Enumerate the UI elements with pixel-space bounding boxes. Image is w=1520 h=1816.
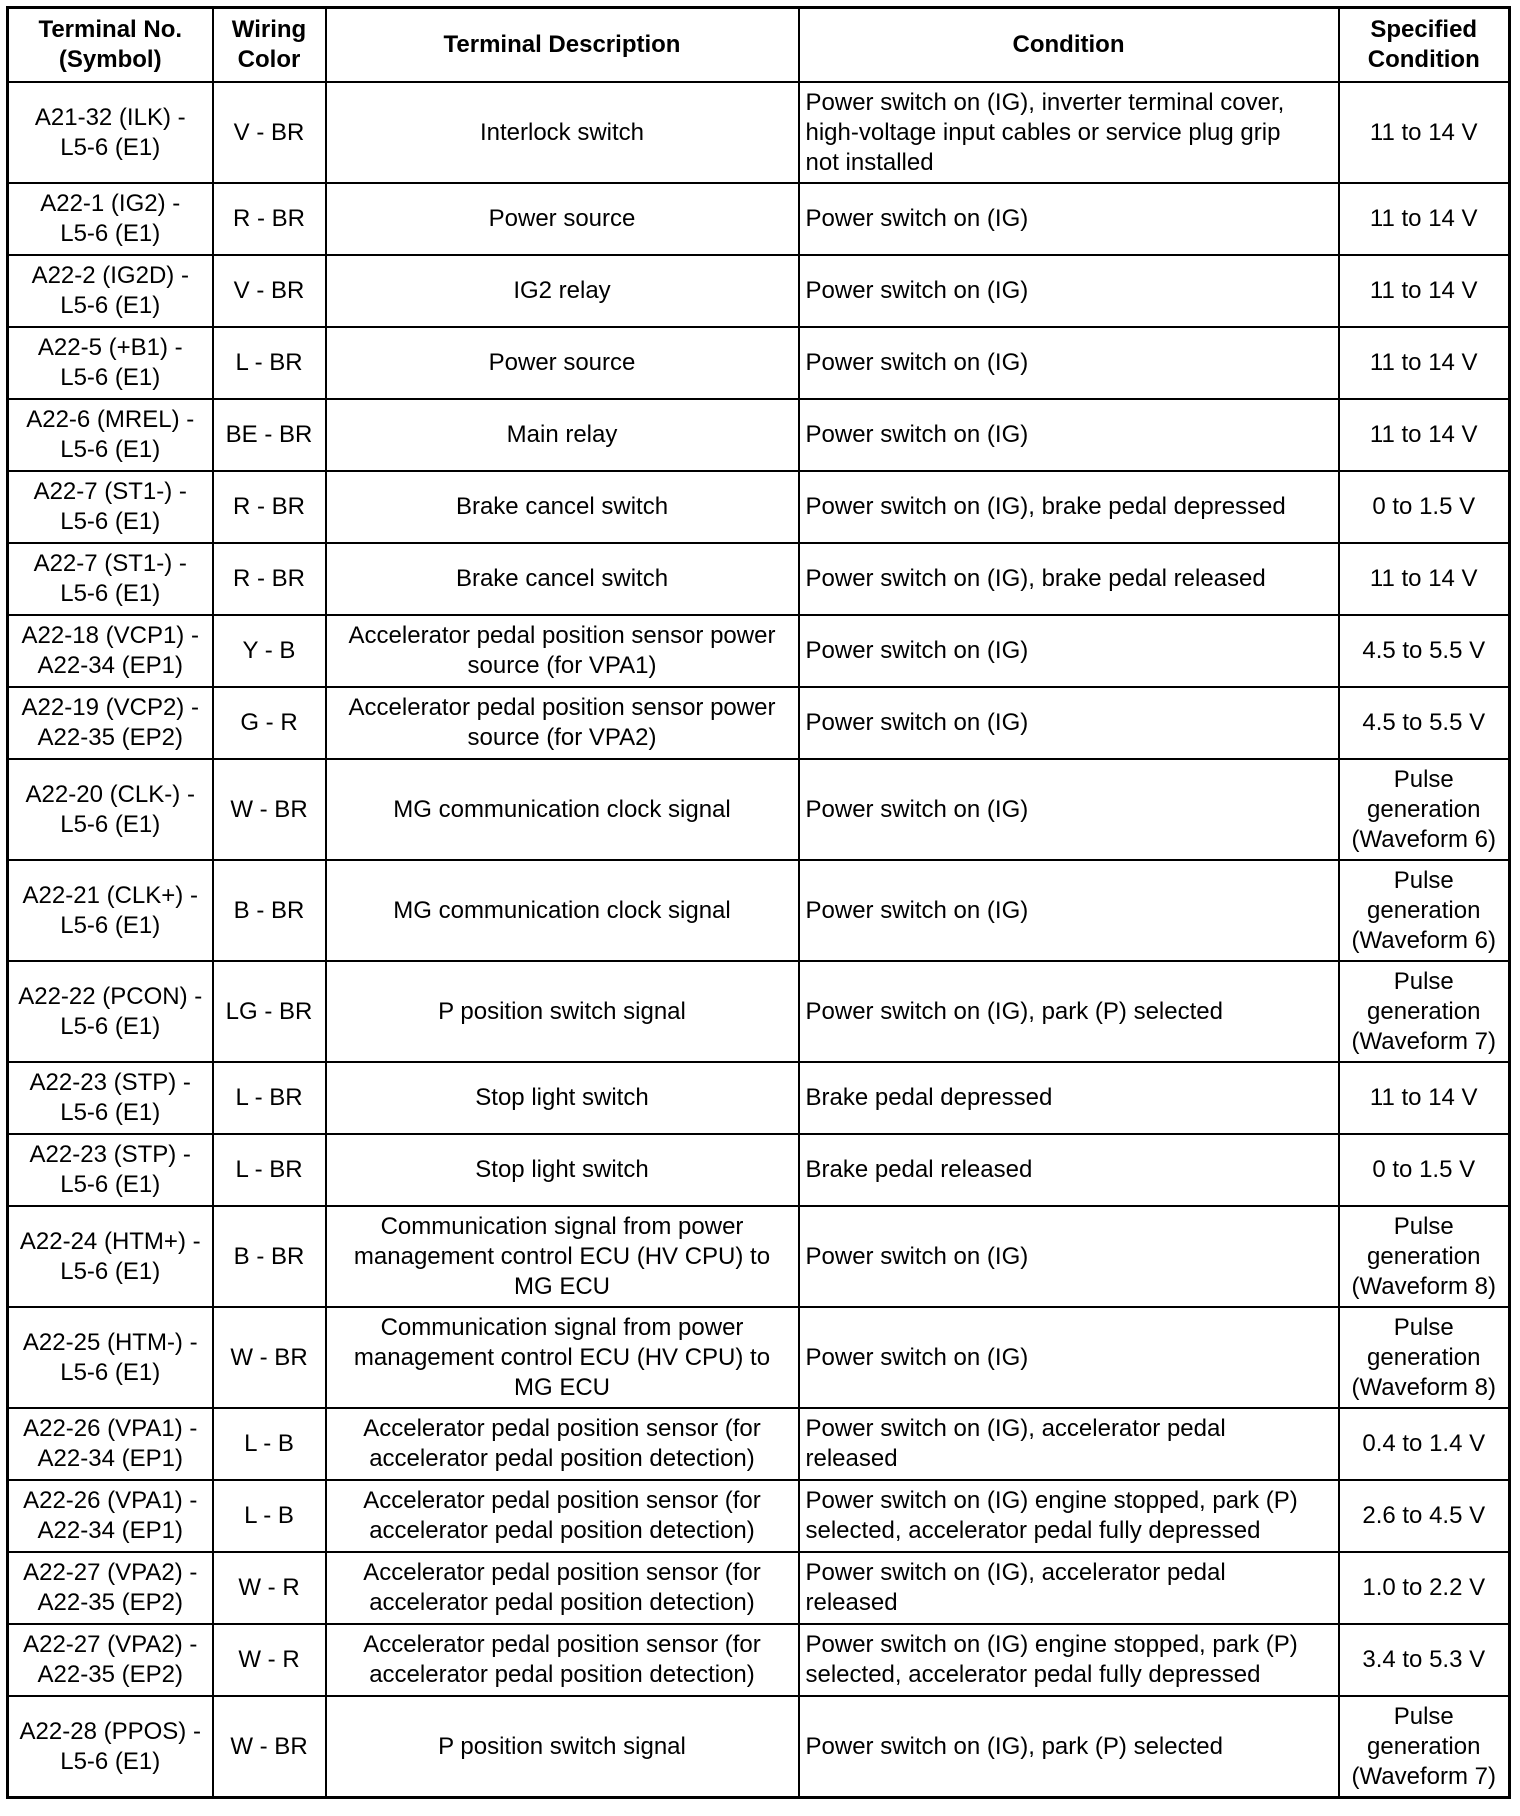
description-cell: Communication signal from power management control ECU (HV CPU) to MG ECU: [326, 1307, 799, 1408]
table-row: [8, 1408, 1510, 1480]
specified-cell: Pulse generation (Waveform 7): [1339, 961, 1510, 1062]
wiring-cell: W - BR: [213, 759, 326, 860]
terminal-cell: A22-19 (VCP2) - A22-35 (EP2): [8, 687, 213, 759]
table-row: [8, 961, 1510, 1062]
specified-cell: 11 to 14 V: [1339, 327, 1510, 399]
header-condition: Condition: [799, 8, 1339, 83]
condition-cell: Power switch on (IG), brake pedal released: [799, 543, 1339, 615]
description-cell: Interlock switch: [326, 82, 799, 183]
wiring-cell: W - R: [213, 1552, 326, 1624]
terminal-cell: A22-28 (PPOS) - L5-6 (E1): [8, 1696, 213, 1798]
condition-cell: Power switch on (IG): [799, 860, 1339, 961]
description-cell: Accelerator pedal position sensor power source (for VPA1): [326, 615, 799, 687]
condition-cell: Power switch on (IG), accelerator pedal released: [799, 1408, 1339, 1480]
condition-cell: Brake pedal released: [799, 1134, 1339, 1206]
specified-cell: 11 to 14 V: [1339, 399, 1510, 471]
table-row: [8, 1134, 1510, 1206]
wiring-cell: R - BR: [213, 471, 326, 543]
description-cell: Stop light switch: [326, 1062, 799, 1134]
terminal-cell: A22-22 (PCON) - L5-6 (E1): [8, 961, 213, 1062]
specified-cell: Pulse generation (Waveform 8): [1339, 1307, 1510, 1408]
specified-cell: 4.5 to 5.5 V: [1339, 687, 1510, 759]
table-row: [8, 1552, 1510, 1624]
specified-cell: 0 to 1.5 V: [1339, 471, 1510, 543]
description-cell: Accelerator pedal position sensor (for accelerator pedal position detection): [326, 1408, 799, 1480]
specified-cell: 11 to 14 V: [1339, 543, 1510, 615]
wiring-cell: G - R: [213, 687, 326, 759]
specified-cell: Pulse generation (Waveform 7): [1339, 1696, 1510, 1798]
table-row: [8, 1206, 1510, 1307]
condition-cell: Power switch on (IG), brake pedal depressed: [799, 471, 1339, 543]
description-cell: Accelerator pedal position sensor (for accelerator pedal position detection): [326, 1624, 799, 1696]
table-row: [8, 255, 1510, 327]
terminal-table: [6, 6, 1511, 1799]
header-specified-condition: Specified Condition: [1339, 8, 1510, 83]
condition-cell: Power switch on (IG): [799, 1307, 1339, 1408]
condition-cell: Power switch on (IG), park (P) selected: [799, 961, 1339, 1062]
terminal-cell: A22-21 (CLK+) - L5-6 (E1): [8, 860, 213, 961]
wiring-cell: R - BR: [213, 183, 326, 255]
wiring-cell: V - BR: [213, 82, 326, 183]
wiring-cell: Y - B: [213, 615, 326, 687]
terminal-cell: A22-26 (VPA1) - A22-34 (EP1): [8, 1480, 213, 1552]
condition-cell: Power switch on (IG): [799, 399, 1339, 471]
description-cell: Power source: [326, 183, 799, 255]
table-row: [8, 1480, 1510, 1552]
wiring-cell: B - BR: [213, 860, 326, 961]
terminal-cell: A22-7 (ST1-) - L5-6 (E1): [8, 471, 213, 543]
wiring-cell: L - BR: [213, 1134, 326, 1206]
table-row: [8, 687, 1510, 759]
specified-cell: Pulse generation (Waveform 6): [1339, 759, 1510, 860]
description-cell: Communication signal from power management control ECU (HV CPU) to MG ECU: [326, 1206, 799, 1307]
terminal-cell: A22-5 (+B1) - L5-6 (E1): [8, 327, 213, 399]
specified-cell: 11 to 14 V: [1339, 82, 1510, 183]
table-row: [8, 1307, 1510, 1408]
specified-cell: Pulse generation (Waveform 6): [1339, 860, 1510, 961]
specified-cell: 1.0 to 2.2 V: [1339, 1552, 1510, 1624]
table-row: [8, 759, 1510, 860]
table-row: [8, 82, 1510, 183]
wiring-cell: BE - BR: [213, 399, 326, 471]
condition-cell: Brake pedal depressed: [799, 1062, 1339, 1134]
wiring-cell: L - BR: [213, 327, 326, 399]
condition-cell: Power switch on (IG): [799, 759, 1339, 860]
description-cell: Brake cancel switch: [326, 543, 799, 615]
wiring-cell: W - BR: [213, 1307, 326, 1408]
terminal-cell: A22-7 (ST1-) - L5-6 (E1): [8, 543, 213, 615]
table-row: [8, 1062, 1510, 1134]
terminal-cell: A22-2 (IG2D) - L5-6 (E1): [8, 255, 213, 327]
description-cell: Accelerator pedal position sensor (for accelerator pedal position detection): [326, 1480, 799, 1552]
specified-cell: 11 to 14 V: [1339, 255, 1510, 327]
specified-cell: Pulse generation (Waveform 8): [1339, 1206, 1510, 1307]
description-cell: P position switch signal: [326, 961, 799, 1062]
table-row: [8, 543, 1510, 615]
table-row: [8, 399, 1510, 471]
specified-cell: 0 to 1.5 V: [1339, 1134, 1510, 1206]
description-cell: MG communication clock signal: [326, 860, 799, 961]
condition-cell: Power switch on (IG): [799, 687, 1339, 759]
terminal-cell: A22-25 (HTM-) - L5-6 (E1): [8, 1307, 213, 1408]
specified-cell: 0.4 to 1.4 V: [1339, 1408, 1510, 1480]
description-cell: Accelerator pedal position sensor power source (for VPA2): [326, 687, 799, 759]
terminal-cell: A22-24 (HTM+) - L5-6 (E1): [8, 1206, 213, 1307]
terminal-inspection-sheet: [6, 6, 1508, 1799]
terminal-cell: A22-20 (CLK-) - L5-6 (E1): [8, 759, 213, 860]
table-row: [8, 471, 1510, 543]
wiring-cell: L - B: [213, 1480, 326, 1552]
wiring-cell: LG - BR: [213, 961, 326, 1062]
condition-cell: Power switch on (IG), inverter terminal cover, high-voltage input cables or service plug grip not installed: [799, 82, 1339, 183]
condition-cell: Power switch on (IG) engine stopped, park (P) selected, accelerator pedal fully depressed: [799, 1624, 1339, 1696]
condition-cell: Power switch on (IG): [799, 615, 1339, 687]
header-wiring-color: Wiring Color: [213, 8, 326, 83]
specified-cell: 4.5 to 5.5 V: [1339, 615, 1510, 687]
specified-cell: 11 to 14 V: [1339, 1062, 1510, 1134]
description-cell: Brake cancel switch: [326, 471, 799, 543]
condition-cell: Power switch on (IG): [799, 327, 1339, 399]
specified-cell: 11 to 14 V: [1339, 183, 1510, 255]
table-row: [8, 1696, 1510, 1798]
description-cell: P position switch signal: [326, 1696, 799, 1798]
table-row: [8, 183, 1510, 255]
table-row: [8, 615, 1510, 687]
condition-cell: Power switch on (IG) engine stopped, park (P) selected, accelerator pedal fully depressed: [799, 1480, 1339, 1552]
specified-cell: 3.4 to 5.3 V: [1339, 1624, 1510, 1696]
wiring-cell: W - BR: [213, 1696, 326, 1798]
table-row: [8, 327, 1510, 399]
terminal-cell: A22-23 (STP) - L5-6 (E1): [8, 1062, 213, 1134]
terminal-cell: A22-1 (IG2) - L5-6 (E1): [8, 183, 213, 255]
header-terminal: Terminal No. (Symbol): [8, 8, 213, 83]
wiring-cell: V - BR: [213, 255, 326, 327]
terminal-cell: A22-27 (VPA2) - A22-35 (EP2): [8, 1552, 213, 1624]
wiring-cell: B - BR: [213, 1206, 326, 1307]
condition-cell: Power switch on (IG), park (P) selected: [799, 1696, 1339, 1798]
description-cell: Accelerator pedal position sensor (for accelerator pedal position detection): [326, 1552, 799, 1624]
terminal-cell: A22-23 (STP) - L5-6 (E1): [8, 1134, 213, 1206]
terminal-cell: A22-26 (VPA1) - A22-34 (EP1): [8, 1408, 213, 1480]
header-terminal-description: Terminal Description: [326, 8, 799, 83]
wiring-cell: L - BR: [213, 1062, 326, 1134]
terminal-cell: A22-6 (MREL) - L5-6 (E1): [8, 399, 213, 471]
table-row: [8, 860, 1510, 961]
description-cell: IG2 relay: [326, 255, 799, 327]
wiring-cell: W - R: [213, 1624, 326, 1696]
terminal-cell: A22-18 (VCP1) - A22-34 (EP1): [8, 615, 213, 687]
condition-cell: Power switch on (IG), accelerator pedal released: [799, 1552, 1339, 1624]
terminal-cell: A21-32 (ILK) - L5-6 (E1): [8, 82, 213, 183]
table-row: [8, 1624, 1510, 1696]
description-cell: Stop light switch: [326, 1134, 799, 1206]
description-cell: Power source: [326, 327, 799, 399]
description-cell: MG communication clock signal: [326, 759, 799, 860]
wiring-cell: L - B: [213, 1408, 326, 1480]
description-cell: Main relay: [326, 399, 799, 471]
specified-cell: 2.6 to 4.5 V: [1339, 1480, 1510, 1552]
condition-cell: Power switch on (IG): [799, 255, 1339, 327]
condition-cell: Power switch on (IG): [799, 183, 1339, 255]
header-row: [8, 8, 1510, 83]
terminal-cell: A22-27 (VPA2) - A22-35 (EP2): [8, 1624, 213, 1696]
wiring-cell: R - BR: [213, 543, 326, 615]
condition-cell: Power switch on (IG): [799, 1206, 1339, 1307]
